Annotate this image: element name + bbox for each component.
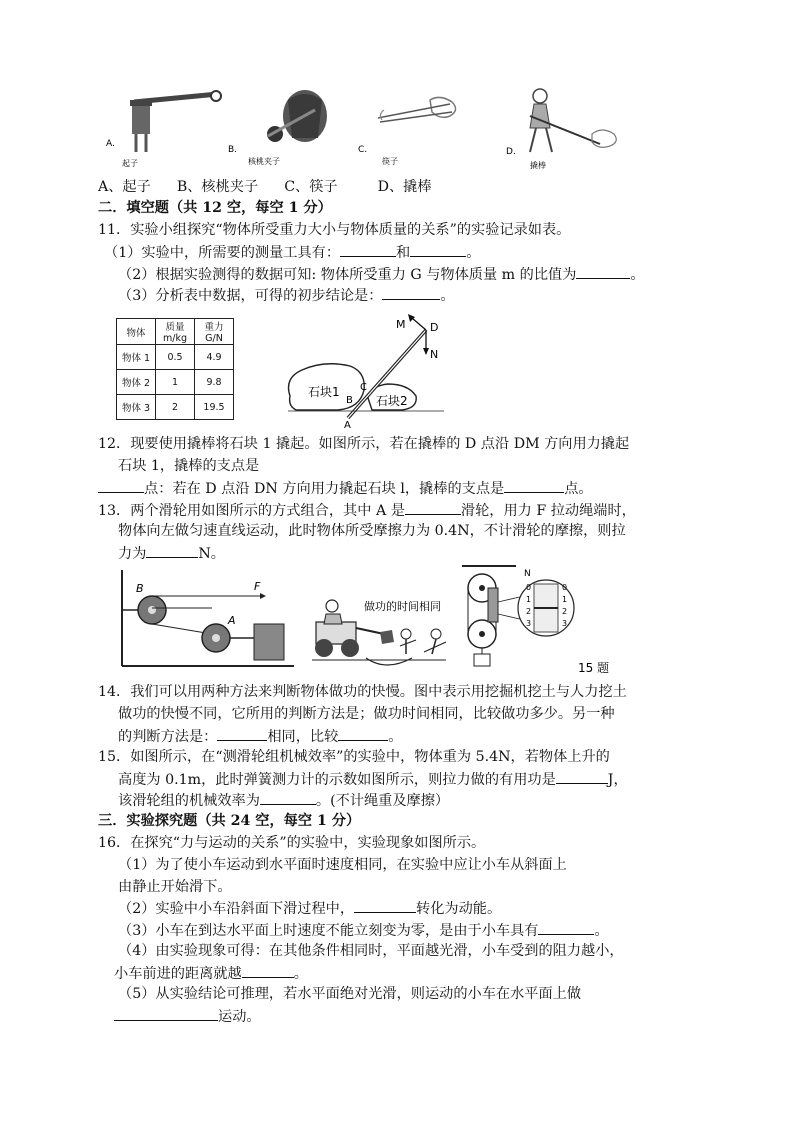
q11-part1-end: 。 (466, 245, 481, 261)
q11-part3-text: （3）分析表中数据，可得的初步结论是： (118, 288, 383, 304)
section3-title: 三．实验探究题（共 24 空，每空 1 分） (98, 813, 361, 829)
bottle-opener-picture (130, 91, 221, 152)
q15-line1: 15．如图所示，在“测滑轮组机械效率”的实验中，物体重为 5.4N，若物体上升的 (98, 749, 610, 765)
q12-line3 (98, 478, 593, 499)
q11-blank-conclusion[interactable] (382, 285, 440, 300)
q11-part1-text: （1）实验中，所需要的测量工具有： (104, 245, 341, 261)
label-pulley-a: A (228, 614, 236, 627)
q15-figure-label: 15 题 (578, 661, 610, 675)
q10-option-b: B、核桃夹子 (176, 179, 259, 195)
crowbar-stone-figure (284, 314, 454, 432)
option-letter-a: A. (106, 139, 115, 149)
label-m: M (396, 318, 406, 331)
section2-title: 二．填空题（共 12 空，每空 1 分） (98, 200, 332, 216)
label-pulley-b: B (136, 582, 144, 595)
label-force-f: F (254, 580, 261, 593)
q16-part2-text: （2）实验中小车沿斜面下滑过程中， (118, 901, 355, 917)
q12-line3-text: 点：若在 D 点沿 DN 方向用力撬起石块 l，撬棒的支点是 (144, 481, 505, 497)
option-letter-b: B. (228, 145, 238, 155)
horizontal-pulley-diagram (122, 570, 294, 666)
q11-part2-text: （2）根据实验测得的数据可知: 物体所受重力 G 与物体质量 m 的比值为 (118, 267, 577, 283)
table-row (117, 395, 234, 420)
q10-options (98, 177, 432, 197)
q11-part2-end: 。 (630, 267, 645, 283)
q11-blank-ratio[interactable] (576, 264, 630, 279)
option-letter-d: D. (506, 147, 516, 157)
q15-line2-end: J， (607, 772, 628, 788)
excavator-vs-manual-digging-picture (312, 599, 446, 665)
q14-blank-1[interactable] (217, 726, 267, 741)
table-cell: 物体 2 (117, 370, 156, 395)
q13-line1-text: 13．两个滑轮用如图所示的方式组合，其中 A 是 (98, 503, 405, 519)
q14-line1: 14．我们可以用两种方法来判断物体做功的快慢。图中表示用挖掘机挖土与人力挖土 (98, 684, 627, 700)
scale-tick: 1 (562, 595, 568, 604)
q12-line2: 石块 1，撬棒的支点是 (118, 458, 260, 474)
label-stone2: 石块2 (376, 394, 408, 408)
label-stone1: 石块1 (308, 385, 340, 399)
q16-part3-text: （3）小车在到达水平面上时速度不能立刻变为零，是由于小车具有 (118, 923, 539, 939)
q11-part3-end: 。 (440, 288, 455, 304)
q16-part5-cont (114, 1006, 261, 1027)
q11-part2 (118, 264, 645, 285)
q12-blank-pivot2[interactable] (504, 478, 564, 493)
q16-part5-end: 运动。 (218, 1009, 261, 1025)
table-cell: 0.5 (156, 345, 195, 370)
q15-line2 (118, 769, 628, 790)
caption-chopsticks: 筷子 (382, 157, 398, 166)
table-row (117, 345, 234, 370)
q14-line3-text: 的判断方法是： (118, 729, 218, 745)
q14-line3-text2: 相同，比较 (267, 729, 339, 745)
label-b: B (346, 395, 353, 406)
q14-line3 (118, 726, 402, 747)
chopsticks-picture (378, 97, 456, 122)
q13-line1 (98, 500, 636, 521)
q13-line3-text: 力为 (118, 546, 147, 562)
lever-tools-figure (100, 86, 640, 172)
q16-part3-end: 。 (594, 923, 609, 939)
q13-line3-end: N。 (198, 546, 225, 562)
q12-line3-end: 点。 (564, 481, 593, 497)
scale-tick: 0 (562, 583, 568, 592)
table-cell: 物体 1 (117, 345, 156, 370)
q16-blank-motion[interactable] (114, 1006, 218, 1021)
q14-blank-2[interactable] (338, 726, 388, 741)
q10-option-a: A、起子 (98, 179, 151, 195)
q11-part1-and: 和 (396, 245, 411, 261)
option-letter-c: C. (358, 145, 368, 155)
caption-crowbar: 撬棒 (530, 161, 546, 170)
label-d: D (430, 321, 439, 334)
mass-weight-table (116, 318, 234, 420)
q15-line3 (118, 790, 449, 811)
q16-blank-inertia[interactable] (538, 920, 594, 935)
table-cell: 9.8 (195, 370, 234, 395)
q15-line3-text: 该滑轮组的机械效率为 (118, 793, 260, 809)
q10-option-c: C、筷子 (284, 179, 338, 195)
spring-scale-n: N (524, 569, 531, 579)
q16-part2 (118, 898, 501, 919)
q11-blank-tool1[interactable] (340, 242, 396, 257)
table-cell: 1 (156, 370, 195, 395)
q11-stem: 11．实验小组探究“物体所受重力大小与物体质量的关系”的实验记录如表。 (98, 222, 571, 238)
scale-tick: 3 (526, 619, 532, 628)
table-row (117, 370, 234, 395)
nutcracker-picture (267, 90, 327, 142)
q16-part4: （4）由实验现象可得：在其他条件相同时，平面越光滑，小车受到的阻力越小， (118, 943, 624, 959)
scale-tick: 0 (526, 583, 532, 592)
q13-blank-pulley-type[interactable] (405, 500, 461, 515)
q16-part4-text: 小车前进的距离就越 (114, 966, 242, 982)
table-header: 质量 m/kg (156, 319, 195, 345)
q16-part4-cont (114, 963, 308, 984)
table-header: 物体 (117, 319, 156, 345)
caption-opener: 起子 (122, 159, 138, 168)
q12-blank-pivot1[interactable] (98, 478, 144, 493)
caption-nutcracker: 核桃夹子 (248, 157, 280, 166)
table-header-row (117, 319, 234, 345)
scale-tick: 1 (526, 595, 532, 604)
work-time-same-caption: 做功的时间相同 (364, 600, 441, 613)
scale-tick: 2 (526, 607, 532, 616)
table-cell: 物体 3 (117, 395, 156, 420)
table-header: 重力 G/N (195, 319, 234, 345)
q15-blank-efficiency[interactable] (260, 790, 316, 805)
q15-line3-end: 。(不计绳重及摩擦） (315, 793, 450, 809)
q16-part2-end: 转化为动能。 (416, 901, 502, 917)
scale-tick: 3 (562, 619, 568, 628)
scale-tick: 2 (562, 607, 568, 616)
q16-part4-end: 。 (293, 966, 308, 982)
q16-part3 (118, 920, 609, 941)
q15-line2-text: 高度为 0.1m，此时弹簧测力计的示数如图所示，则拉力做的有用功是 (118, 772, 556, 788)
q14-line3-end: 。 (388, 729, 403, 745)
q16-part1: （1）为了使小车运动到水平面时速度相同，在实验中应让小车从斜面上 (118, 857, 567, 873)
q16-blank-distance[interactable] (242, 963, 294, 978)
q14-line2: 做功的快慢不同，它所用的判断方法是；做功时间相同，比较做功多少。另一种 (118, 706, 615, 722)
q16-part1-cont: 由静止开始滑下。 (118, 879, 232, 895)
label-n: N (430, 348, 439, 361)
q11-blank-tool2[interactable] (410, 242, 466, 257)
pulley-block-spring-scale-diagram (462, 566, 574, 666)
q16-stem: 16．在探究“力与运动的关系”的实验中，实验现象如图所示。 (98, 835, 486, 851)
q11-part1 (104, 242, 480, 263)
q10-option-d: D、撬棒 (377, 179, 432, 195)
q13-line3 (118, 543, 225, 564)
q12-line1: 12．现要使用撬棒将石块 1 撬起。如图所示，若在撬棒的 D 点沿 DM 方向用力撬起 (98, 436, 630, 452)
label-c: C (360, 382, 367, 393)
table-cell: 4.9 (195, 345, 234, 370)
table-cell: 19.5 (195, 395, 234, 420)
q13-line2: 物体向左做匀速直线运动，此时物体所受摩擦力为 0.4N，不计滑轮的摩擦，则拉 (118, 523, 626, 539)
q11-part3 (118, 285, 455, 306)
pulley-excavator-figure-row (116, 562, 636, 680)
table-cell: 2 (156, 395, 195, 420)
q16-blank-energy[interactable] (354, 898, 416, 913)
label-a: A (344, 420, 351, 431)
crowbar-worker-picture (530, 89, 616, 152)
q13-blank-force[interactable] (146, 543, 198, 558)
q15-blank-useful-work[interactable] (556, 769, 608, 784)
q16-part5: （5）从实验结论可推理，若水平面绝对光滑，则运动的小车在水平面上做 (118, 986, 582, 1002)
q13-line1-text2: 滑轮，用力 F 拉动绳端时， (460, 503, 636, 519)
